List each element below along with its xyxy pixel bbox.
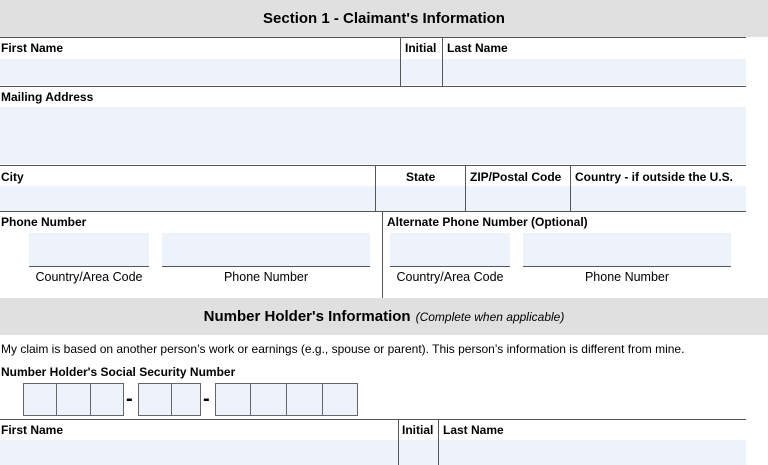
divider	[0, 37, 746, 38]
number-holder-subtitle: (Complete when applicable)	[415, 309, 565, 324]
divider	[29, 266, 149, 267]
state-field[interactable]	[376, 186, 465, 211]
alt-phone-number-field[interactable]	[523, 233, 731, 266]
country-label: Country - if outside the U.S.	[575, 170, 733, 184]
phone-country-code-caption: Country/Area Code	[35, 270, 143, 284]
number-holder-statement: My claim is based on another person’s work or earnings (e.g., spouse or parent). This person’s information is different from mine.	[1, 342, 685, 356]
section1-title: Section 1 - Claimant's Information	[263, 10, 505, 27]
state-label: State	[406, 170, 436, 184]
ssn-digit-box[interactable]	[171, 383, 201, 416]
city-label: City	[1, 170, 24, 184]
alt-phone-number-caption: Phone Number	[584, 270, 670, 284]
initial-field[interactable]	[401, 59, 442, 85]
divider	[162, 266, 370, 267]
holder-initial-field[interactable]	[399, 440, 438, 465]
alt-phone-country-code-field[interactable]	[390, 233, 510, 266]
holder-first-name-field[interactable]	[0, 440, 398, 465]
city-field[interactable]	[0, 186, 375, 211]
divider	[0, 165, 746, 166]
divider	[523, 266, 731, 267]
first-name-label: First Name	[1, 41, 64, 55]
divider	[0, 211, 746, 212]
zip-field[interactable]	[466, 186, 570, 211]
ssn-separator: -	[203, 388, 210, 410]
holder-last-name-label: Last Name	[443, 423, 504, 437]
ssn-digit-box[interactable]	[138, 383, 172, 416]
divider	[0, 419, 746, 420]
ssn-digit-box[interactable]	[56, 383, 91, 416]
ssn-digit-box[interactable]	[322, 383, 358, 416]
ssn-label: Number Holder's Social Security Number	[1, 365, 236, 379]
divider	[382, 211, 383, 298]
initial-label: Initial	[405, 41, 437, 55]
ssn-digit-box[interactable]	[250, 383, 287, 416]
holder-initial-label: Initial	[402, 423, 434, 437]
phone-country-code-field[interactable]	[29, 233, 149, 266]
phone-number-field[interactable]	[162, 233, 370, 266]
number-holder-header	[0, 298, 768, 335]
country-field[interactable]	[571, 186, 746, 211]
alt-phone-country-code-caption: Country/Area Code	[396, 270, 504, 284]
last-name-field[interactable]	[443, 59, 746, 85]
last-name-label: Last Name	[447, 41, 508, 55]
ssn-digit-box[interactable]	[286, 383, 323, 416]
ssn-digit-box[interactable]	[215, 383, 251, 416]
mailing-address-label: Mailing Address	[1, 90, 94, 104]
divider	[0, 86, 746, 87]
phone-label: Phone Number	[1, 215, 87, 229]
first-name-field[interactable]	[0, 59, 400, 85]
phone-number-caption: Phone Number	[223, 270, 309, 284]
holder-first-name-label: First Name	[1, 423, 64, 437]
ssn-digit-box[interactable]	[90, 383, 124, 416]
holder-last-name-field[interactable]	[439, 440, 746, 465]
ssn-digit-box[interactable]	[23, 383, 57, 416]
divider	[390, 266, 510, 267]
zip-label: ZIP/Postal Code	[470, 170, 562, 184]
ssn-separator: -	[126, 388, 133, 410]
alt-phone-label: Alternate Phone Number (Optional)	[387, 215, 588, 229]
mailing-address-field[interactable]	[0, 107, 746, 164]
number-holder-title: Number Holder's Information	[203, 308, 411, 325]
section1-header	[0, 0, 768, 37]
